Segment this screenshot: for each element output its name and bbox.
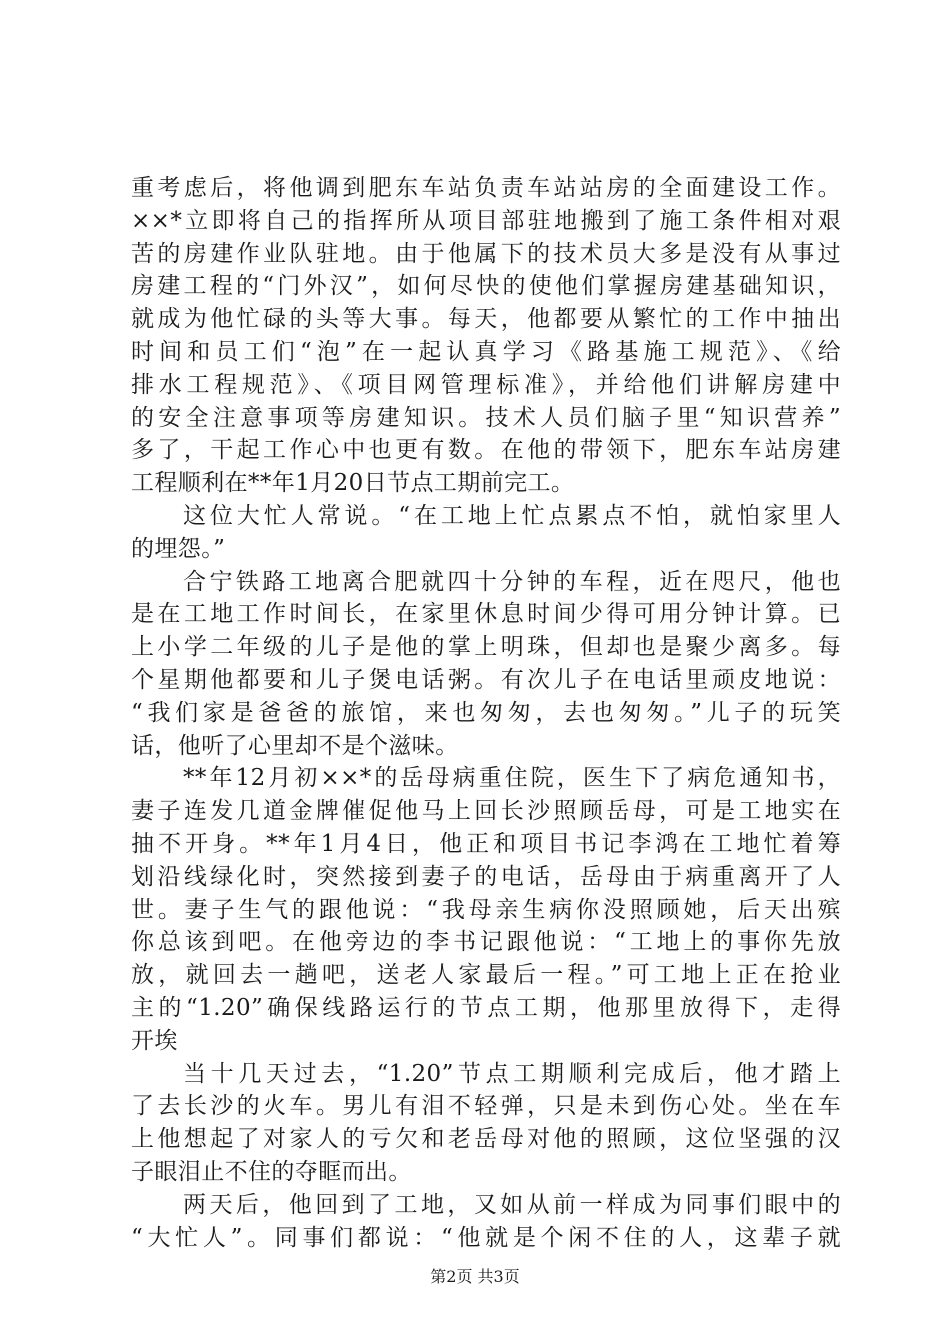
text-line: 重考虑后，将他调到肥东车站负责车站站房的全面建设工作。 bbox=[131, 175, 841, 201]
text-line: 排水工程规范》、《项目网管理标准》，并给他们讲解房建中 bbox=[131, 371, 841, 398]
text-line: 划沿线绿化时，突然接到妻子的电话，岳母由于病重离开了人 bbox=[131, 863, 841, 890]
text-line: 你总该到吧。在他旁边的李书记跟他说：“工地上的事你先放 bbox=[131, 929, 841, 956]
page-number-footer: 第2页 共3页 bbox=[430, 1267, 520, 1286]
text-line: 主的“1.20”确保线路运行的节点工期，他那里放得下，走得 bbox=[131, 994, 841, 1021]
body-text bbox=[131, 172, 841, 1254]
text-line: 房建工程的“门外汉”，如何尽快的使他们掌握房建基础知识， bbox=[131, 273, 841, 300]
text-line: 两天后，他回到了工地，又如从前一样成为同事们眼中的 bbox=[183, 1191, 841, 1218]
text-line: 多了，干起工作心中也更有数。在他的带领下，肥东车站房建 bbox=[131, 437, 841, 464]
text-line: 这位大忙人常说。“在工地上忙点累点不怕，就怕家里人 bbox=[183, 502, 841, 529]
text-line: 时间和员工们“泡”在一起认真学习《路基施工规范》、《给 bbox=[131, 338, 841, 365]
text-line: 的安全注意事项等房建知识。技术人员们脑子里“知识营养” bbox=[131, 404, 841, 431]
text-line: 的埋怨。” bbox=[131, 535, 226, 562]
text-line: 上他想起了对家人的亏欠和老岳母对他的照顾，这位坚强的汉 bbox=[131, 1126, 841, 1153]
text-line: 苦的房建作业队驻地。由于他属下的技术员大多是没有从事过 bbox=[131, 240, 841, 267]
text-line: “大忙人”。同事们都说：“他就是个闲不住的人，这辈子就 bbox=[131, 1224, 841, 1251]
text-line: 工程顺利在**年1月20日节点工期前完工。 bbox=[131, 470, 575, 497]
text-line: 子眼泪止不住的夺眶而出。 bbox=[131, 1158, 412, 1185]
text-line: 了去长沙的火车。男儿有泪不轻弹，只是未到伤心处。坐在车 bbox=[131, 1093, 841, 1120]
text-line: 妻子连发几道金牌催促他马上回长沙照顾岳母，可是工地实在 bbox=[131, 798, 841, 825]
text-line: 上小学二年级的儿子是他的掌上明珠，但却也是聚少离多。每 bbox=[131, 634, 841, 661]
text-line: 世。妻子生气的跟他说：“我母亲生病你没照顾她，后天出殡 bbox=[131, 896, 841, 923]
text-line: “我们家是爸爸的旅馆，来也匆匆，去也匆匆。”儿子的玩笑 bbox=[131, 699, 841, 726]
text-line: 话，他听了心里却不是个滋味。 bbox=[131, 732, 459, 759]
text-line: 抽不开身。**年1月4日，他正和项目书记李鸿在工地忙着筹 bbox=[131, 830, 841, 857]
text-line: 当十几天过去，“1.20”节点工期顺利完成后，他才踏上 bbox=[183, 1060, 841, 1087]
text-line: 开埃 bbox=[131, 1027, 178, 1054]
text-line: **年12月初××*的岳母病重住院，医生下了病危通知书， bbox=[183, 765, 841, 792]
text-line: 就成为他忙碌的头等大事。每天，他都要从繁忙的工作中抽出 bbox=[131, 306, 841, 333]
text-line: 合宁铁路工地离合肥就四十分钟的车程，近在咫尺，他也 bbox=[183, 568, 841, 595]
text-line: 个星期他都要和儿子煲电话粥。有次儿子在电话里顽皮地说： bbox=[131, 666, 841, 693]
text-line: ××*立即将自己的指挥所从项目部驻地搬到了施工条件相对艰 bbox=[131, 207, 841, 234]
text-line: 是在工地工作时间长，在家里休息时间少得可用分钟计算。已 bbox=[131, 601, 841, 628]
text-line: 放，就回去一趟吧，送老人家最后一程。”可工地上正在抢业 bbox=[131, 962, 841, 989]
